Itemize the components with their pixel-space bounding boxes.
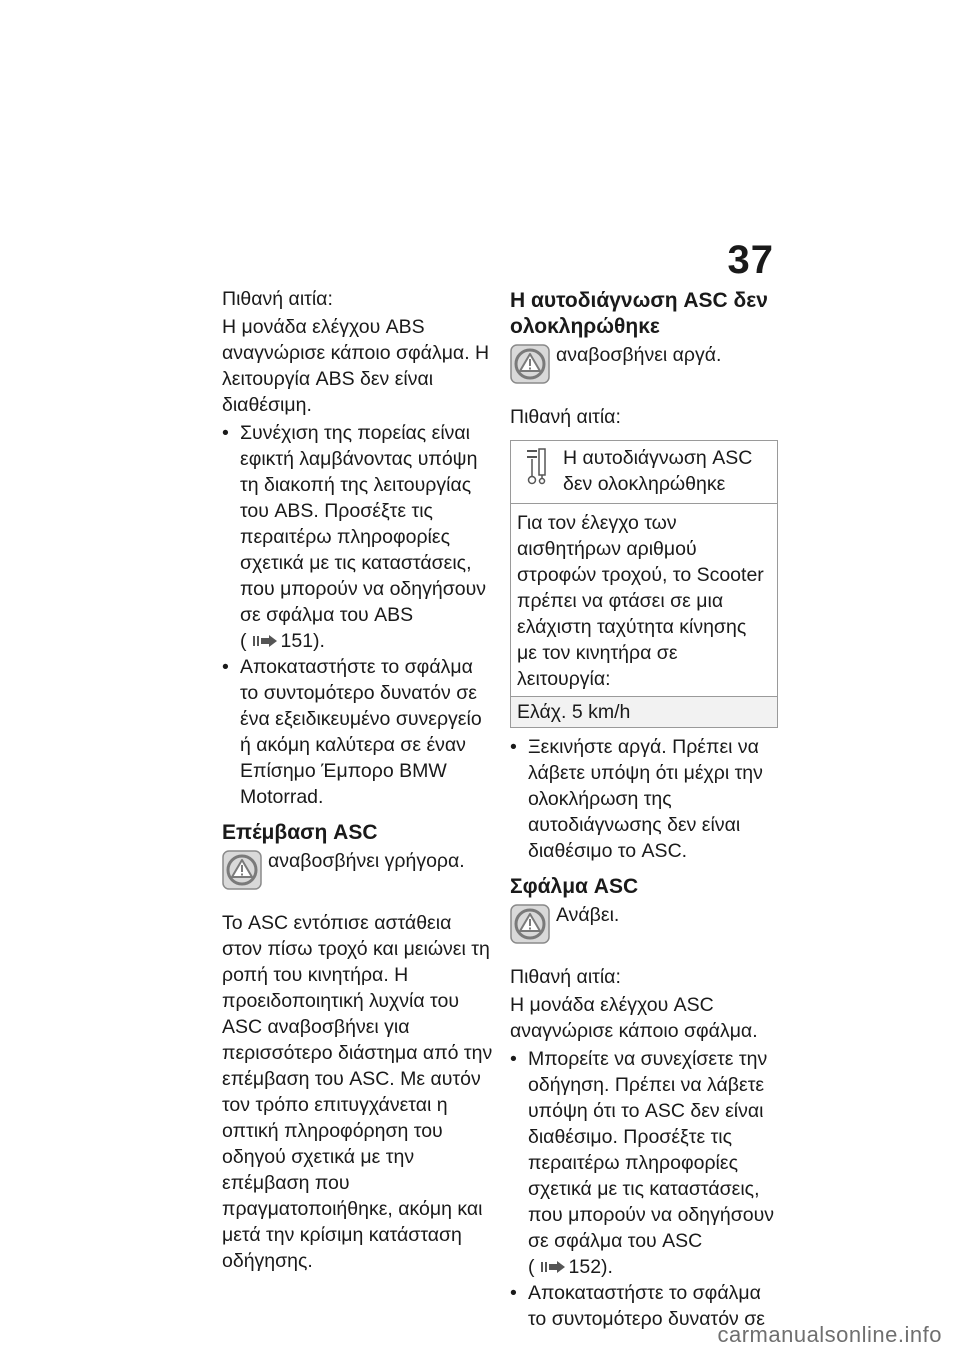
indicator-state: Ανάβει. xyxy=(556,904,620,926)
page-ref-arrow-icon xyxy=(541,1261,565,1273)
min-speed-label: Ελάχ. xyxy=(517,701,567,723)
action-list xyxy=(222,420,494,810)
info-table-body: Για τον έλεγχο των αισθητήρων αριθμού στροφών τροχού, το Scooter πρέπει να φτάσει σε μια ελάχιστη ταχύτητα κίνησης με τον κινητήρα σε λειτουργία: xyxy=(511,504,777,697)
page-ref-value: 151). xyxy=(280,630,325,652)
action-list xyxy=(510,1046,778,1332)
action-list xyxy=(510,734,778,864)
watermark: carmanualsonline.info xyxy=(717,1322,942,1347)
warning-indicator-row xyxy=(510,342,778,390)
warning-indicator-row xyxy=(510,902,778,950)
list-item xyxy=(510,1046,778,1280)
bullet-text: Συνέχιση της πορείας είναι εφικτή λαμβάνοντας υπόψη τη διακοπή της λειτουργίας του ABS. Προσέξτε τις περαιτέρω πληροφορίες σχετικά με τις καταστάσεις, που μπορούν να οδηγήσουν σε σφάλμα του ABS xyxy=(240,422,487,626)
page-reference[interactable]: ( 152). xyxy=(528,1256,613,1278)
page-ref-value: 152). xyxy=(568,1256,613,1278)
info-table-min-speed xyxy=(511,697,777,727)
vehicle-speed-icon xyxy=(525,447,547,485)
general-warning-light-icon xyxy=(510,904,550,944)
section-title: Επέμβαση ASC xyxy=(222,821,378,844)
indicator-state: αναβοσβήνει αργά. xyxy=(556,344,722,366)
left-column xyxy=(222,286,494,1276)
page-ref-arrow-icon xyxy=(253,635,277,647)
cause-text: Η μονάδα ελέγχου ASC αναγνώρισε κάποιο σφάλμα. xyxy=(510,994,758,1042)
list-item xyxy=(222,420,494,654)
list-item: • Αποκαταστήστε το σφάλμα το συντομότερο δυνατόν σε ένα εξειδικευμένο συνεργείο ή ακόμη καλύτερα σε έναν Επίσημο Έμπορο BMW Motorrad. xyxy=(222,654,494,810)
right-column xyxy=(510,286,778,1332)
page-reference[interactable]: ( 151). xyxy=(240,630,325,652)
indicator-state: αναβοσβήνει γρήγορα. xyxy=(268,850,465,872)
list-item: • Ξεκινήστε αργά. Πρέπει να λάβετε υπόψη ότι μέχρι την ολοκλήρωση της αυτοδιάγνωσης δεν είναι διαθέσιμο το ASC. xyxy=(510,734,778,864)
section-body: Το ASC εντόπισε αστάθεια στον πίσω τροχό και μειώνει τη ροπή του κινητήρα. Η προειδοποιητική λυχνία του ASC αναβοσβήνει για περισσότερο διάστημα από την επέμβαση του ASC. Με αυτόν τον τρόπο επιτυγχάνεται η οπτική πληροφόρηση του οδηγού σχετικά με την επέμβαση που πραγματοποιήθηκε, ακόμη και μετά την κρίσιμη κατάσταση οδήγησης. xyxy=(222,912,493,1272)
info-table-header xyxy=(511,441,777,504)
general-warning-light-icon xyxy=(510,344,550,384)
page-number: 37 xyxy=(727,238,774,282)
info-table xyxy=(510,440,778,728)
info-table-title: Η αυτοδιάγνωση ASC δεν ολοκληρώθηκε xyxy=(563,447,753,495)
cause-label: Πιθανή αιτία: xyxy=(222,288,333,310)
cause-label: Πιθανή αιτία: xyxy=(510,966,621,988)
section-title: Σφάλμα ASC xyxy=(510,875,639,898)
warning-indicator-row xyxy=(222,848,494,896)
cause-text: Η μονάδα ελέγχου ABS αναγνώρισε κάποιο σφάλμα. Η λειτουργία ABS δεν είναι διαθέσιμη. xyxy=(222,316,490,416)
cause-label: Πιθανή αιτία: xyxy=(510,406,621,428)
min-speed-value: 5 km/h xyxy=(571,701,631,723)
section-title: Η αυτοδιάγνωση ASC δεν ολοκληρώθηκε xyxy=(510,289,768,338)
bullet-text: Μπορείτε να συνεχίσετε την οδήγηση. Πρέπει να λάβετε υπόψη ότι το ASC δεν είναι διαθέσιμο. Προσέξτε τις περαιτέρω πληροφορίες σχετικά με τις καταστάσεις, που μπορούν να οδηγήσουν σε σφάλμα του ASC xyxy=(528,1048,775,1252)
general-warning-light-icon xyxy=(222,850,262,890)
list-item: • Αποκαταστήστε το σφάλμα το συντομότερο δυνατόν σε xyxy=(510,1280,778,1332)
